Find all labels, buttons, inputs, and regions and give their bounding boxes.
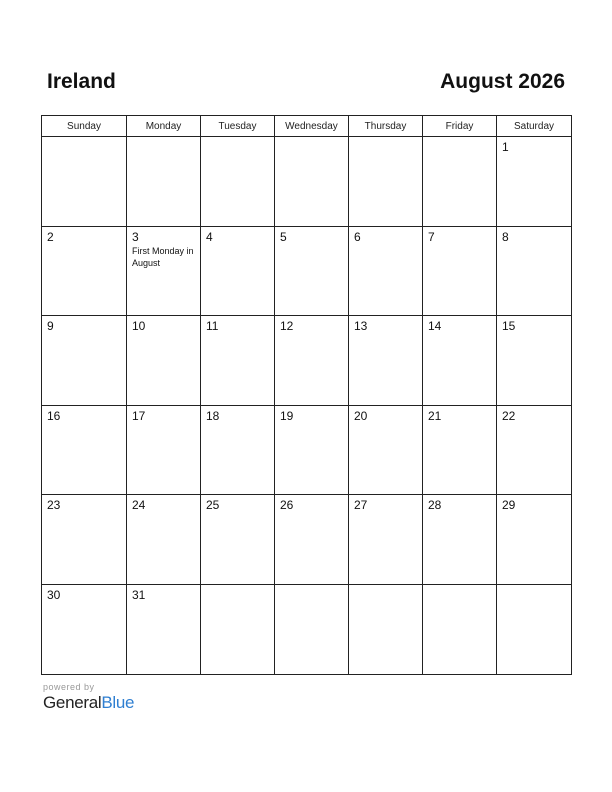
day-number: 14 xyxy=(428,319,442,334)
day-cell xyxy=(275,226,349,316)
day-number: 20 xyxy=(354,408,368,423)
day-number: 17 xyxy=(132,408,146,423)
day-number: 30 xyxy=(47,587,61,602)
day-cell xyxy=(423,584,497,674)
day-cell xyxy=(275,584,349,674)
day-number: 23 xyxy=(47,498,61,513)
day-number: 22 xyxy=(502,408,516,423)
day-cell xyxy=(127,316,201,406)
day-cell xyxy=(349,226,423,316)
generalblue-logo[interactable] xyxy=(43,693,134,713)
day-cell xyxy=(201,137,275,227)
week-row xyxy=(42,316,572,406)
weekday-thursday: Thursday xyxy=(349,116,423,137)
day-cell xyxy=(201,584,275,674)
day-number: 1 xyxy=(502,140,509,154)
day-cell xyxy=(42,495,127,585)
day-number: 13 xyxy=(354,319,368,334)
day-number: 7 xyxy=(428,229,435,244)
powered-by-text: powered by xyxy=(43,682,95,692)
week-row xyxy=(42,405,572,495)
week-row xyxy=(42,226,572,316)
day-number: 8 xyxy=(502,229,509,244)
weekday-saturday: Saturday xyxy=(497,116,572,137)
day-cell xyxy=(42,584,127,674)
week-row xyxy=(42,495,572,585)
day-cell xyxy=(275,405,349,495)
day-cell xyxy=(42,226,127,316)
day-cell xyxy=(127,226,201,316)
day-cell xyxy=(275,316,349,406)
weekday-tuesday: Tuesday xyxy=(201,116,275,137)
brand-name-part2: Blue xyxy=(101,693,135,712)
day-cell xyxy=(201,405,275,495)
day-cell xyxy=(201,226,275,316)
day-number: 15 xyxy=(502,319,516,334)
month-calendar-grid xyxy=(41,115,572,675)
day-cell xyxy=(349,405,423,495)
day-cell xyxy=(127,137,201,227)
day-cell xyxy=(42,137,127,227)
weekday-friday: Friday xyxy=(423,116,497,137)
day-cell xyxy=(349,495,423,585)
day-number: 11 xyxy=(206,319,219,334)
day-cell xyxy=(42,316,127,406)
day-cell xyxy=(349,137,423,227)
day-cell xyxy=(423,316,497,406)
day-number: 12 xyxy=(280,319,294,334)
weekday-wednesday: Wednesday xyxy=(275,116,349,137)
month-year-title: August 2026 xyxy=(440,70,565,93)
day-number: 29 xyxy=(502,498,516,513)
day-cell xyxy=(497,316,572,406)
day-cell xyxy=(127,495,201,585)
calendar-header xyxy=(41,70,571,98)
day-number: 18 xyxy=(206,408,220,423)
country-title: Ireland xyxy=(47,70,116,93)
brand-name-part1: General xyxy=(43,693,102,712)
holiday-label: First Monday in August xyxy=(132,245,194,268)
day-number: 21 xyxy=(428,408,442,423)
day-cell xyxy=(42,405,127,495)
day-cell xyxy=(497,226,572,316)
day-cell xyxy=(127,405,201,495)
day-number: 10 xyxy=(132,319,146,334)
day-number: 2 xyxy=(47,229,54,244)
day-cell xyxy=(497,495,572,585)
day-cell xyxy=(127,584,201,674)
day-number: 25 xyxy=(206,498,220,513)
day-number: 28 xyxy=(428,498,442,513)
week-row xyxy=(42,584,572,674)
day-cell xyxy=(423,495,497,585)
day-number: 19 xyxy=(280,408,294,423)
week-row xyxy=(42,137,572,227)
day-cell xyxy=(497,584,572,674)
day-number: 26 xyxy=(280,498,294,513)
day-cell xyxy=(275,495,349,585)
day-number: 3 xyxy=(132,229,139,244)
weekday-header-row xyxy=(42,116,572,137)
day-cell xyxy=(349,584,423,674)
weekday-sunday: Sunday xyxy=(42,116,127,137)
day-cell xyxy=(423,405,497,495)
day-cell xyxy=(497,405,572,495)
day-cell xyxy=(201,495,275,585)
day-number: 31 xyxy=(132,587,146,602)
day-cell xyxy=(423,137,497,227)
weekday-monday: Monday xyxy=(127,116,201,137)
day-cell xyxy=(349,316,423,406)
footer-branding xyxy=(43,682,134,713)
day-cell xyxy=(201,316,275,406)
day-number: 5 xyxy=(280,229,287,244)
day-number: 9 xyxy=(47,319,54,334)
day-cell xyxy=(275,137,349,227)
day-cell xyxy=(497,137,572,227)
day-number: 16 xyxy=(47,408,61,423)
day-number: 24 xyxy=(132,498,146,513)
day-cell xyxy=(423,226,497,316)
day-number: 4 xyxy=(206,229,213,244)
day-number: 27 xyxy=(354,498,368,513)
day-number: 6 xyxy=(354,229,361,244)
